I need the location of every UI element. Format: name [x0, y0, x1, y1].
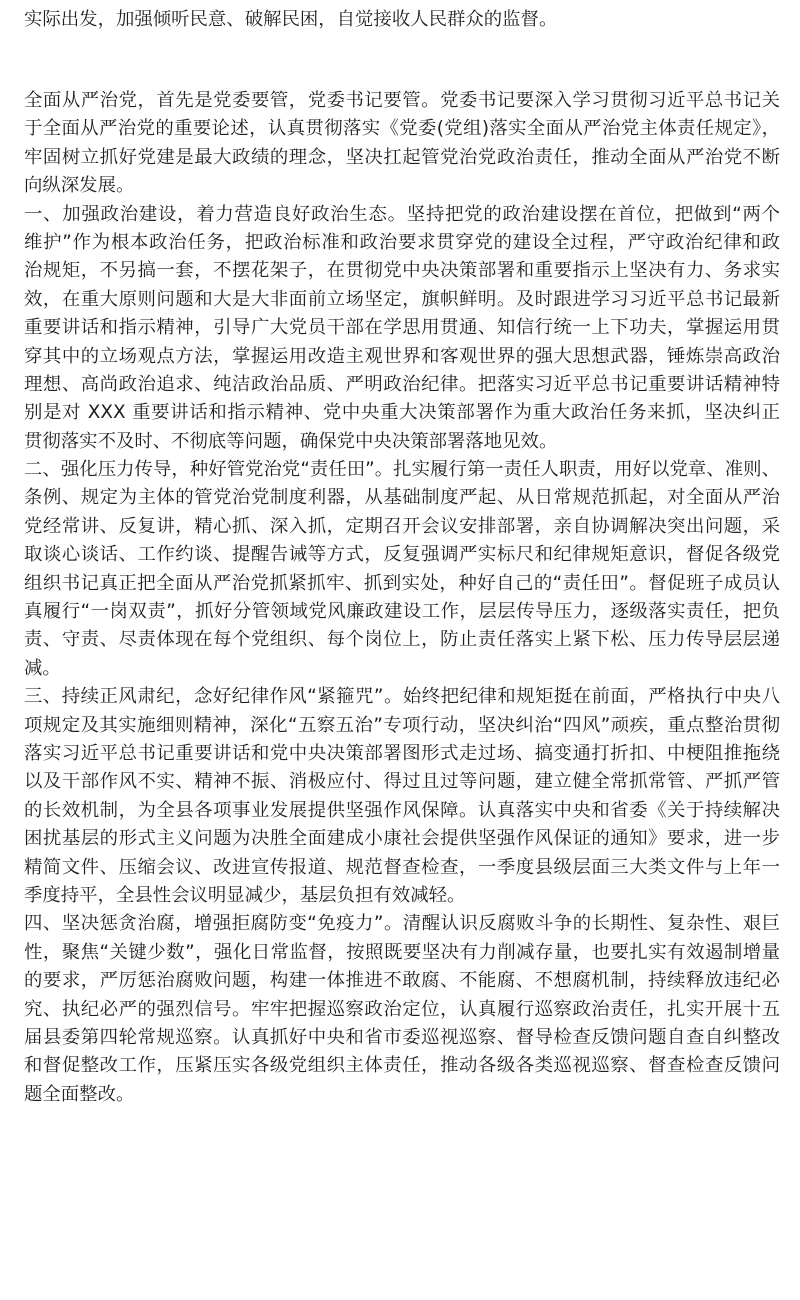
text-line: 的要求，严厉惩治腐败问题，构建一体推进不敢腐、不能腐、不想腐机制，持续释放违纪必	[24, 970, 780, 992]
text-line: 实际出发，加强倾听民意、破解民困，自觉接收人民群众的监督。	[24, 9, 558, 30]
paragraph	[24, 6, 780, 34]
text-line: 穿其中的立场观点方法，掌握运用改造主观世界和客观世界的强大思想武器，锤炼崇高政治	[24, 345, 780, 367]
text-line: 的长效机制，为全县各项事业发展提供坚强作风保障。认真落实中央和省委《关于持续解决	[24, 799, 780, 821]
text-line: 全面从严治党，首先是党委要管，党委书记要管。党委书记要深入学习贯彻习近平总书记关	[24, 90, 780, 111]
paragraph	[24, 456, 780, 683]
text-line: 减。	[24, 657, 61, 679]
text-line: 二、强化压力传导，种好管党治党“责任田”。扎实履行第一责任人职责，用好以党章、准则、	[24, 459, 780, 481]
text-line: 四、坚决惩贪治腐，增强拒腐防变“免疫力”。清醒认识反腐败斗争的长期性、复杂性、艰巨	[24, 913, 780, 935]
text-line: 届县委第四轮常规巡察。认真抓好中央和省市委巡视巡察、督导检查反馈问题自查自纠整改	[24, 1026, 780, 1048]
text-line: 党经常讲、反复讲，精心抓、深入抓，定期召开会议安排部署，亲自协调解决突出问题，采	[24, 515, 780, 537]
text-line: 牢固树立抓好党建是最大政绩的理念，坚决扛起管党治党政治责任，推动全面从严治党不断	[24, 146, 780, 168]
text-line: 向纵深发展。	[24, 175, 135, 197]
text-line: 一、加强政治建设，着力营造良好政治生态。坚持把党的政治建设摆在首位，把做到“两个	[24, 203, 780, 225]
text-line: 性，聚焦“关键少数”，强化日常监督，按照既要坚决有力削减存量，也要扎实有效遏制增量	[24, 941, 780, 963]
text-line: 于全面从严治党的重要论述，认真贯彻落实《党委(党组)落实全面从严治党主体责任规定》，	[24, 118, 780, 140]
text-line: 责、守责、尽责体现在每个党组织、每个岗位上，防止责任落实上紧下松、压力传导层层递	[24, 629, 780, 651]
text-line: 困扰基层的形式主义问题为决胜全面建成小康社会提供坚强作风保证的通知》要求，进一步	[24, 828, 780, 850]
text-line: 项规定及其实施细则精神，深化“五察五治”专项行动，坚决纠治“四风”顽疾，重点整治贯彻	[24, 714, 780, 736]
document-body	[24, 87, 780, 1109]
text-line: 究、执纪必严的强烈信号。牢牢把握巡察政治定位，认真履行巡察政治责任，扎实开展十五	[24, 998, 780, 1020]
text-line: 真履行“一岗双责”，抓好分管领域党风廉政建设工作，层层传导压力，逐级落实责任，把负	[24, 601, 780, 623]
text-line: 治规矩，不另搞一套，不摆花架子，在贯彻党中央决策部署和重要指示上坚决有力、务求实	[24, 260, 780, 282]
paragraph	[24, 201, 780, 457]
paragraph	[24, 683, 780, 910]
text-line: 理想、高尚政治追求、纯洁政治品质、严明政治纪律。把落实习近平总书记重要讲话精神特	[24, 373, 780, 395]
text-line: 重要讲话和指示精神，引导广大党员干部在学思用贯通、知信行统一上下功夫，掌握运用贯	[24, 317, 780, 339]
text-line: 三、持续正风肃纪，念好纪律作风“紧箍咒”。始终把纪律和规矩挺在前面，严格执行中央八	[24, 686, 780, 708]
text-line: 取谈心谈话、工作约谈、提醒告诫等方式，反复强调严实标尺和纪律规矩意识，督促各级党	[24, 544, 780, 566]
text-line: 精简文件、压缩会议、改进宣传报道、规范督查检查，一季度县级层面三大类文件与上年一	[24, 856, 780, 878]
text-line: 落实习近平总书记重要讲话和党中央决策部署图形式走过场、搞变通打折扣、中梗阻推拖绕	[24, 742, 780, 764]
text-line: 组织书记真正把全面从严治党抓紧抓牢、抓到实处，种好自己的“责任田”。督促班子成员认	[24, 572, 780, 594]
text-line: 贯彻落实不及时、不彻底等问题，确保党中央决策部署落地见效。	[24, 430, 558, 452]
top-paragraph-fragment	[24, 6, 780, 34]
paragraph	[24, 87, 780, 201]
text-line: 维护”作为根本政治任务，把政治标准和政治要求贯穿党的建设全过程，严守政治纪律和政	[24, 231, 780, 253]
text-line: 别是对 XXX 重要讲话和指示精神、党中央重大决策部署作为重大政治任务来抓，坚决纠正	[24, 402, 780, 424]
text-line: 题全面整改。	[24, 1083, 135, 1105]
text-line: 季度持平，全县性会议明显减少，基层负担有效减轻。	[24, 884, 466, 906]
paragraph	[24, 910, 780, 1109]
text-line: 和督促整改工作，压紧压实各级党组织主体责任，推动各级各类巡视巡察、督查检查反馈问	[24, 1055, 780, 1077]
text-line: 条例、规定为主体的管党治党制度利器，从基础制度严起、从日常规范抓起，对全面从严治	[24, 487, 780, 509]
text-line: 效，在重大原则问题和大是大非面前立场坚定，旗帜鲜明。及时跟进学习习近平总书记最新	[24, 288, 780, 310]
text-line: 以及干部作风不实、精神不振、消极应付、得过且过等问题，建立健全常抓常管、严抓严管	[24, 771, 780, 793]
